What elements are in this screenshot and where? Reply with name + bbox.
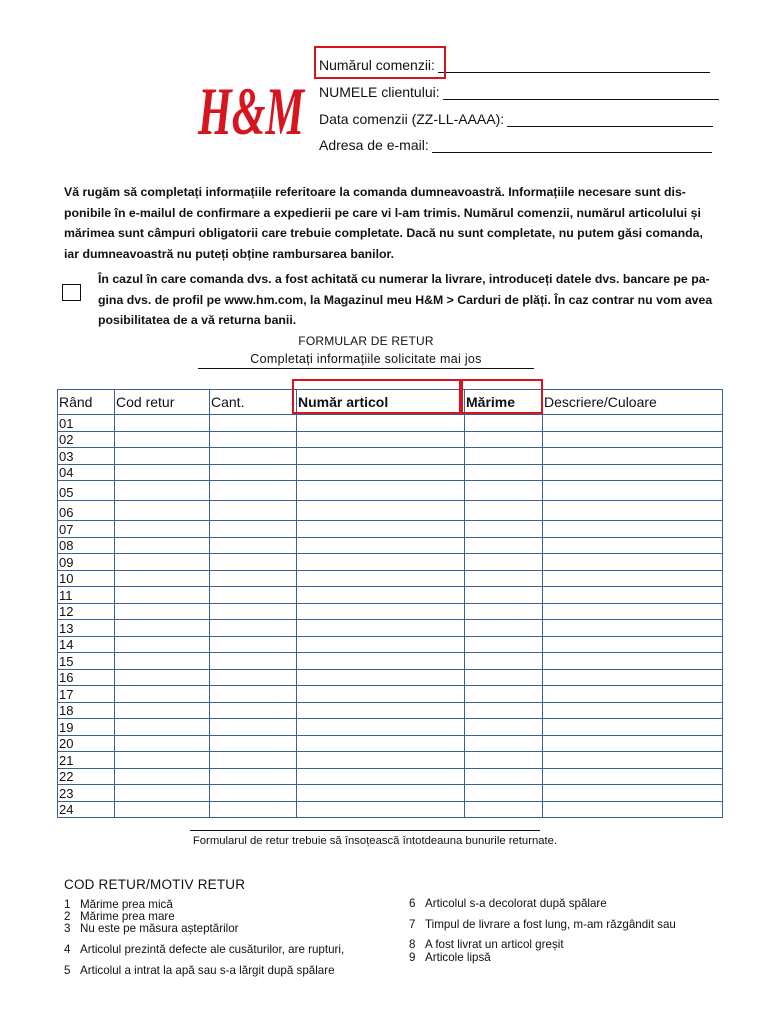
cell-size[interactable] [465,702,543,719]
cell-size[interactable] [465,537,543,554]
cell-description-color[interactable] [543,481,723,501]
cell-description-color[interactable] [543,521,723,538]
cell-article-number[interactable] [297,801,465,818]
return-code-number: 5 [64,964,71,977]
cell-row-number: 18 [58,702,115,719]
cell-size[interactable] [465,669,543,686]
return-code-6 [409,897,607,910]
cell-row-number: 16 [58,669,115,686]
table-row [58,735,723,752]
hm-logo [196,68,308,148]
cell-size[interactable] [465,448,543,465]
cell-article-number[interactable] [297,587,465,604]
cell-quantity[interactable] [210,785,297,802]
table-row [58,620,723,637]
cell-article-number[interactable] [297,785,465,802]
order-number-highlight [314,46,446,79]
cell-size[interactable] [465,587,543,604]
cell-row-number: 06 [58,501,115,521]
cell-article-number[interactable] [297,735,465,752]
return-code-number: 4 [64,943,71,956]
cell-row-number: 08 [58,537,115,554]
table-row [58,464,723,481]
return-codes-title: COD RETUR/MOTIV RETUR [64,877,246,892]
cell-return-code[interactable] [115,415,210,432]
cell-article-number[interactable] [297,768,465,785]
customer-name-field[interactable] [319,84,719,100]
cell-description-color[interactable] [543,686,723,703]
email-label: Adresa de e-mail: [319,137,429,153]
cell-size[interactable] [465,801,543,818]
customer-name-label: NUMELE clientului: [319,84,440,100]
cell-description-color[interactable] [543,620,723,637]
cell-quantity[interactable] [210,669,297,686]
cell-return-code[interactable] [115,801,210,818]
cell-row-number: 14 [58,636,115,653]
table-row [58,537,723,554]
cell-return-code[interactable] [115,620,210,637]
footnote-line [190,830,540,831]
order-date-field[interactable] [319,111,713,127]
cell-quantity[interactable] [210,801,297,818]
return-code-number: 6 [409,897,416,910]
cell-return-code[interactable] [115,537,210,554]
cell-quantity[interactable] [210,431,297,448]
cell-return-code[interactable] [115,448,210,465]
cell-quantity[interactable] [210,415,297,432]
cell-size[interactable] [465,501,543,521]
return-code-number: 7 [409,918,416,931]
cell-description-color[interactable] [543,669,723,686]
cell-row-number: 20 [58,735,115,752]
cell-row-number: 10 [58,570,115,587]
cell-return-code[interactable] [115,636,210,653]
cell-article-number[interactable] [297,620,465,637]
return-code-text: Nu este pe măsura așteptărilor [80,922,239,935]
order-date-label: Data comenzii (ZZ-LL-AAAA): [319,111,505,127]
cell-description-color[interactable] [543,448,723,465]
cell-article-number[interactable] [297,636,465,653]
cell-return-code[interactable] [115,719,210,736]
cell-return-code[interactable] [115,501,210,521]
col-header-row-number: Rând [58,390,115,415]
logo-text: H&M [197,73,306,148]
table-row [58,801,723,818]
cell-quantity[interactable] [210,570,297,587]
cell-row-number: 05 [58,481,115,501]
cell-description-color[interactable] [543,702,723,719]
table-row [58,415,723,432]
cell-size[interactable] [465,719,543,736]
cell-description-color[interactable] [543,415,723,432]
return-code-3 [64,922,239,935]
cell-return-code[interactable] [115,669,210,686]
table-row [58,752,723,769]
order-number-label: Numărul comenzii: [319,57,435,73]
cell-description-color[interactable] [543,603,723,620]
cell-size[interactable] [465,415,543,432]
cell-size[interactable] [465,620,543,637]
table-row [58,570,723,587]
cell-article-number[interactable] [297,554,465,571]
cell-return-code[interactable] [115,752,210,769]
cell-size[interactable] [465,464,543,481]
cell-article-number[interactable] [297,570,465,587]
cell-return-code[interactable] [115,570,210,587]
footnote: Formularul de retur trebuie să însoțească întotdeauna bunurile returnate. [192,835,558,847]
cell-quantity[interactable] [210,686,297,703]
return-code-text: Articolul prezintă defecte ale cusăturilor, are rupturi, [80,943,345,956]
cell-quantity[interactable] [210,554,297,571]
cell-quantity[interactable] [210,481,297,501]
cell-size[interactable] [465,521,543,538]
form-subtitle: Completați informațiile solicitate mai jos [198,352,534,369]
return-code-number: 9 [409,951,416,964]
return-code-text: Mărime prea mică [80,898,173,911]
table-row [58,501,723,521]
cell-description-color[interactable] [543,554,723,571]
cell-return-code[interactable] [115,481,210,501]
cell-description-color[interactable] [543,587,723,604]
cell-return-code[interactable] [115,554,210,571]
table-row [58,653,723,670]
cell-size[interactable] [465,653,543,670]
form-title: FORMULAR DE RETUR [298,334,434,348]
cell-row-number: 24 [58,801,115,818]
cell-article-number[interactable] [297,481,465,501]
cell-row-number: 17 [58,686,115,703]
cell-row-number: 19 [58,719,115,736]
table-row [58,719,723,736]
cell-row-number: 22 [58,768,115,785]
cell-description-color[interactable] [543,735,723,752]
article-number-highlight [292,379,461,414]
cell-quantity[interactable] [210,464,297,481]
table-row [58,521,723,538]
cell-return-code[interactable] [115,603,210,620]
col-header-return-code: Cod retur [115,390,210,415]
cell-return-code[interactable] [115,768,210,785]
cell-quantity[interactable] [210,636,297,653]
cell-article-number[interactable] [297,521,465,538]
cell-size[interactable] [465,570,543,587]
cell-row-number: 09 [58,554,115,571]
table-row [58,768,723,785]
cell-return-code[interactable] [115,735,210,752]
col-header-description-color: Descriere/Culoare [543,390,723,415]
cell-row-number: 01 [58,415,115,432]
table-row [58,448,723,465]
table-row [58,636,723,653]
cell-article-number[interactable] [297,702,465,719]
cell-article-number[interactable] [297,448,465,465]
col-header-article-number: Număr articol [297,390,465,415]
cell-quantity[interactable] [210,620,297,637]
cell-quantity[interactable] [210,719,297,736]
cell-article-number[interactable] [297,537,465,554]
cell-description-color[interactable] [543,785,723,802]
return-code-number: 1 [64,898,71,911]
cell-quantity[interactable] [210,603,297,620]
col-header-size: Mărime [465,390,543,415]
email-line[interactable] [432,139,712,153]
return-code-text: Timpul de livrare a fost lung, m-am răzgândit sau [425,918,676,931]
table-row [58,603,723,620]
cell-quantity[interactable] [210,587,297,604]
table-row [58,669,723,686]
return-code-number: 3 [64,922,71,935]
cell-quantity[interactable] [210,521,297,538]
cell-row-number: 21 [58,752,115,769]
cell-row-number: 12 [58,603,115,620]
table-row [58,702,723,719]
cell-row-number: 13 [58,620,115,637]
cell-row-number: 07 [58,521,115,538]
cell-size[interactable] [465,768,543,785]
cell-quantity[interactable] [210,653,297,670]
cell-quantity[interactable] [210,501,297,521]
cash-payment-checkbox[interactable] [62,284,81,301]
cell-description-color[interactable] [543,431,723,448]
cell-quantity[interactable] [210,448,297,465]
cell-return-code[interactable] [115,686,210,703]
cell-row-number: 11 [58,587,115,604]
return-code-text: A fost livrat un articol greșit [425,938,564,951]
cell-row-number: 15 [58,653,115,670]
table-row [58,785,723,802]
cell-quantity[interactable] [210,735,297,752]
customer-name-line[interactable] [443,86,719,100]
cell-return-code[interactable] [115,464,210,481]
cell-article-number[interactable] [297,719,465,736]
cell-description-color[interactable] [543,464,723,481]
return-code-text: Mărime prea mare [80,910,175,923]
table-row [58,686,723,703]
cell-article-number[interactable] [297,464,465,481]
cell-description-color[interactable] [543,719,723,736]
cell-description-color[interactable] [543,801,723,818]
cell-size[interactable] [465,554,543,571]
cell-return-code[interactable] [115,653,210,670]
return-code-text: Articole lipsă [425,951,491,964]
size-highlight [461,379,543,414]
intro-text: Vă rugăm să completați informațiile referitoare la comanda dumneavoastră. Informațiile necesare sunt dis-ponibile în e-mailul de confirmare a expedierii pe care vi l-am trimis. Numărul comenzii, numărul articolului și mărimea sunt câmpuri obligatorii care trebuie completate. Dacă nu sunt completate, nu putem găsi comanda, iar dumneavoastră nu puteți obține rambursarea banilor. [64,185,703,261]
cell-article-number[interactable] [297,501,465,521]
cell-return-code[interactable] [115,587,210,604]
return-code-text: Articolul a intrat la apă sau s-a lărgit după spălare [80,964,335,977]
cell-quantity[interactable] [210,768,297,785]
cash-payment-note: În cazul în care comanda dvs. a fost achitată cu numerar la livrare, introduceți datele dvs. bancare pe pa-gina dvs. de profil pe www.hm.com, la Magazinul meu H&M > Carduri de plăți. În caz contrar nu vom avea posibilitatea de a vă returna banii. [98,272,713,327]
return-code-7 [409,918,676,931]
table-row [58,481,723,501]
cell-size[interactable] [465,686,543,703]
cell-row-number: 23 [58,785,115,802]
cell-article-number[interactable] [297,653,465,670]
return-code-text: Articolul s-a decolorat după spălare [425,897,607,910]
return-code-8 [409,938,564,951]
cell-description-color[interactable] [543,537,723,554]
return-code-4 [64,943,344,956]
cell-description-color[interactable] [543,768,723,785]
table-row [58,431,723,448]
cell-article-number[interactable] [297,752,465,769]
cell-return-code[interactable] [115,702,210,719]
cell-description-color[interactable] [543,653,723,670]
cell-row-number: 02 [58,431,115,448]
order-number-line[interactable] [438,59,710,73]
cell-size[interactable] [465,785,543,802]
cell-return-code[interactable] [115,431,210,448]
return-code-number: 2 [64,910,71,923]
return-code-5 [64,964,335,977]
table-row [58,554,723,571]
cell-description-color[interactable] [543,570,723,587]
cell-size[interactable] [465,735,543,752]
return-code-9 [409,951,491,964]
table-row [58,587,723,604]
return-code-number: 8 [409,938,416,951]
cell-article-number[interactable] [297,669,465,686]
cell-size[interactable] [465,481,543,501]
cell-quantity[interactable] [210,752,297,769]
email-field[interactable] [319,137,712,153]
cell-size[interactable] [465,431,543,448]
cell-row-number: 04 [58,464,115,481]
cell-article-number[interactable] [297,603,465,620]
cell-size[interactable] [465,752,543,769]
cell-article-number[interactable] [297,415,465,432]
cell-row-number: 03 [58,448,115,465]
cell-description-color[interactable] [543,501,723,521]
cell-description-color[interactable] [543,636,723,653]
return-items-table [57,389,723,818]
order-date-line[interactable] [507,113,713,127]
cell-size[interactable] [465,603,543,620]
cell-return-code[interactable] [115,521,210,538]
cell-article-number[interactable] [297,686,465,703]
cell-quantity[interactable] [210,537,297,554]
cell-return-code[interactable] [115,785,210,802]
cell-quantity[interactable] [210,702,297,719]
cell-article-number[interactable] [297,431,465,448]
col-header-quantity: Cant. [210,390,297,415]
cell-size[interactable] [465,636,543,653]
cell-description-color[interactable] [543,752,723,769]
